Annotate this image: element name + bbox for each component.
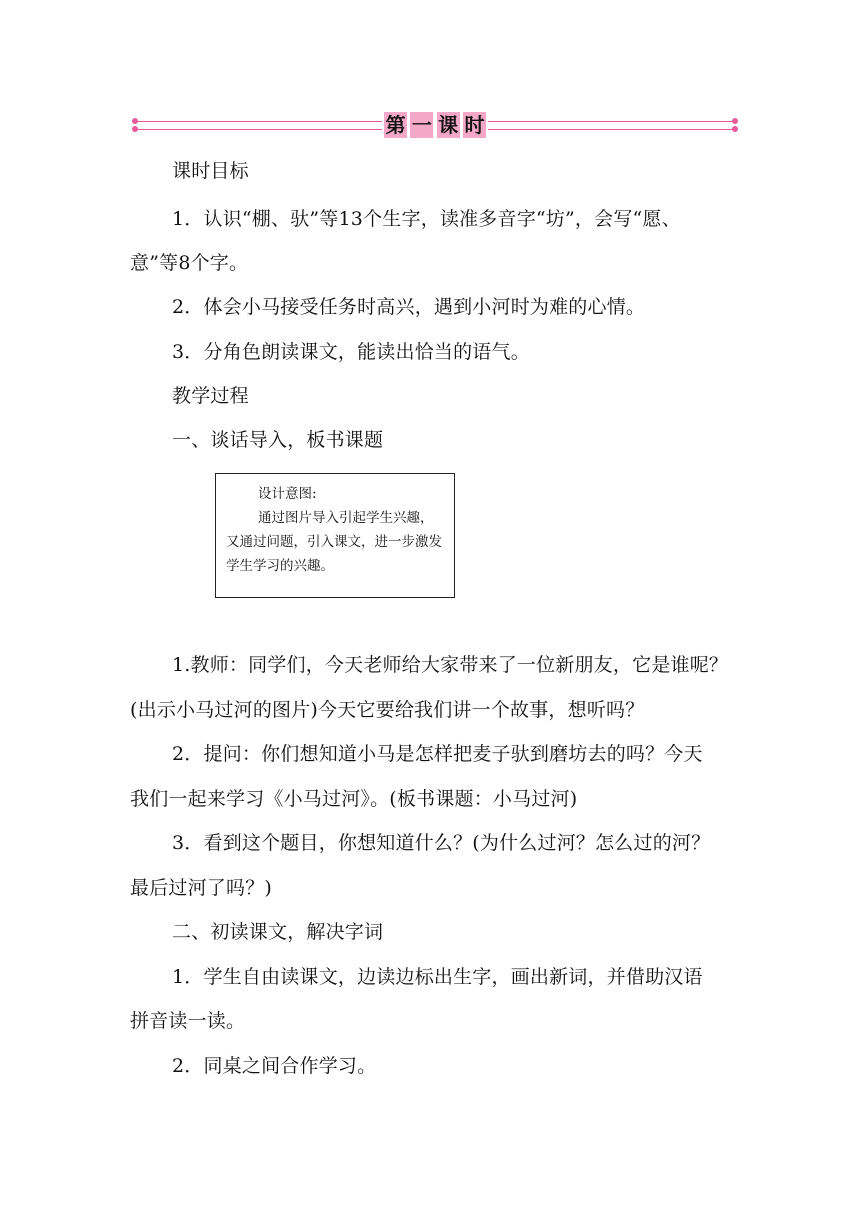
section-1-item-3-line-2: 最后过河了吗？) — [130, 877, 273, 899]
objective-item-2: 2．体会小马接受任务时高兴，遇到小河时为难的心情。 — [172, 296, 646, 318]
objective-item-3: 3．分角色朗读课文，能读出恰当的语气。 — [172, 341, 530, 363]
section-2-item-2: 2．同桌之间合作学习。 — [172, 1055, 377, 1077]
objective-item-1-line-1: 1．认识“棚、驮”等13个生字，读准多音字“坊”，会写“愿、 — [172, 208, 681, 230]
design-intent-body: 通过图片导入引起学生兴趣，又通过问题，引入课文，进一步激发学生学习的兴趣。 — [226, 510, 442, 574]
design-intent-box — [215, 473, 455, 598]
header-rule-dot — [732, 126, 738, 132]
section-1-item-3-line-1: 3．看到这个题目，你想知道什么？(为什么过河？怎么过的河？ — [172, 832, 711, 854]
objectives-heading: 课时目标 — [172, 160, 249, 182]
section-2-item-1-line-1: 1．学生自由读课文，边读边标出生字，画出新词，并借助汉语 — [172, 966, 703, 988]
section-1-item-1-line-2: (出示小马过河的图片)今天它要给我们讲一个故事，想听吗？ — [130, 699, 645, 721]
session-title-char: 第 — [385, 113, 406, 137]
section-1-item-2-line-1: 2．提问：你们想知道小马是怎样把麦子驮到磨坊去的吗？今天 — [172, 743, 703, 765]
section-1-item-2-line-2: 我们一起来学习《小马过河》。(板书课题：小马过河) — [130, 788, 578, 810]
session-title-char: 时 — [464, 113, 485, 137]
session-header — [132, 112, 738, 140]
objective-item-1-line-2: 意”等8个字。 — [130, 252, 249, 274]
session-title-char: 课 — [438, 113, 459, 137]
design-intent-title: 设计意图: — [258, 486, 317, 502]
section-2-heading: 二、初读课文，解决字词 — [172, 921, 384, 943]
process-heading: 教学过程 — [172, 385, 249, 407]
section-1-item-1-line-1: 1.教师：同学们，今天老师给大家带来了一位新朋友，它是谁呢？ — [172, 654, 729, 676]
header-rule-dot — [132, 118, 138, 124]
section-2-item-1-line-2: 拼音读一读。 — [130, 1010, 246, 1032]
header-rule-dot — [132, 126, 138, 132]
header-rule-dot — [732, 118, 738, 124]
section-1-heading: 一、谈话导入，板书课题 — [172, 429, 384, 451]
session-title — [382, 112, 488, 138]
session-title-char: 一 — [411, 113, 432, 137]
